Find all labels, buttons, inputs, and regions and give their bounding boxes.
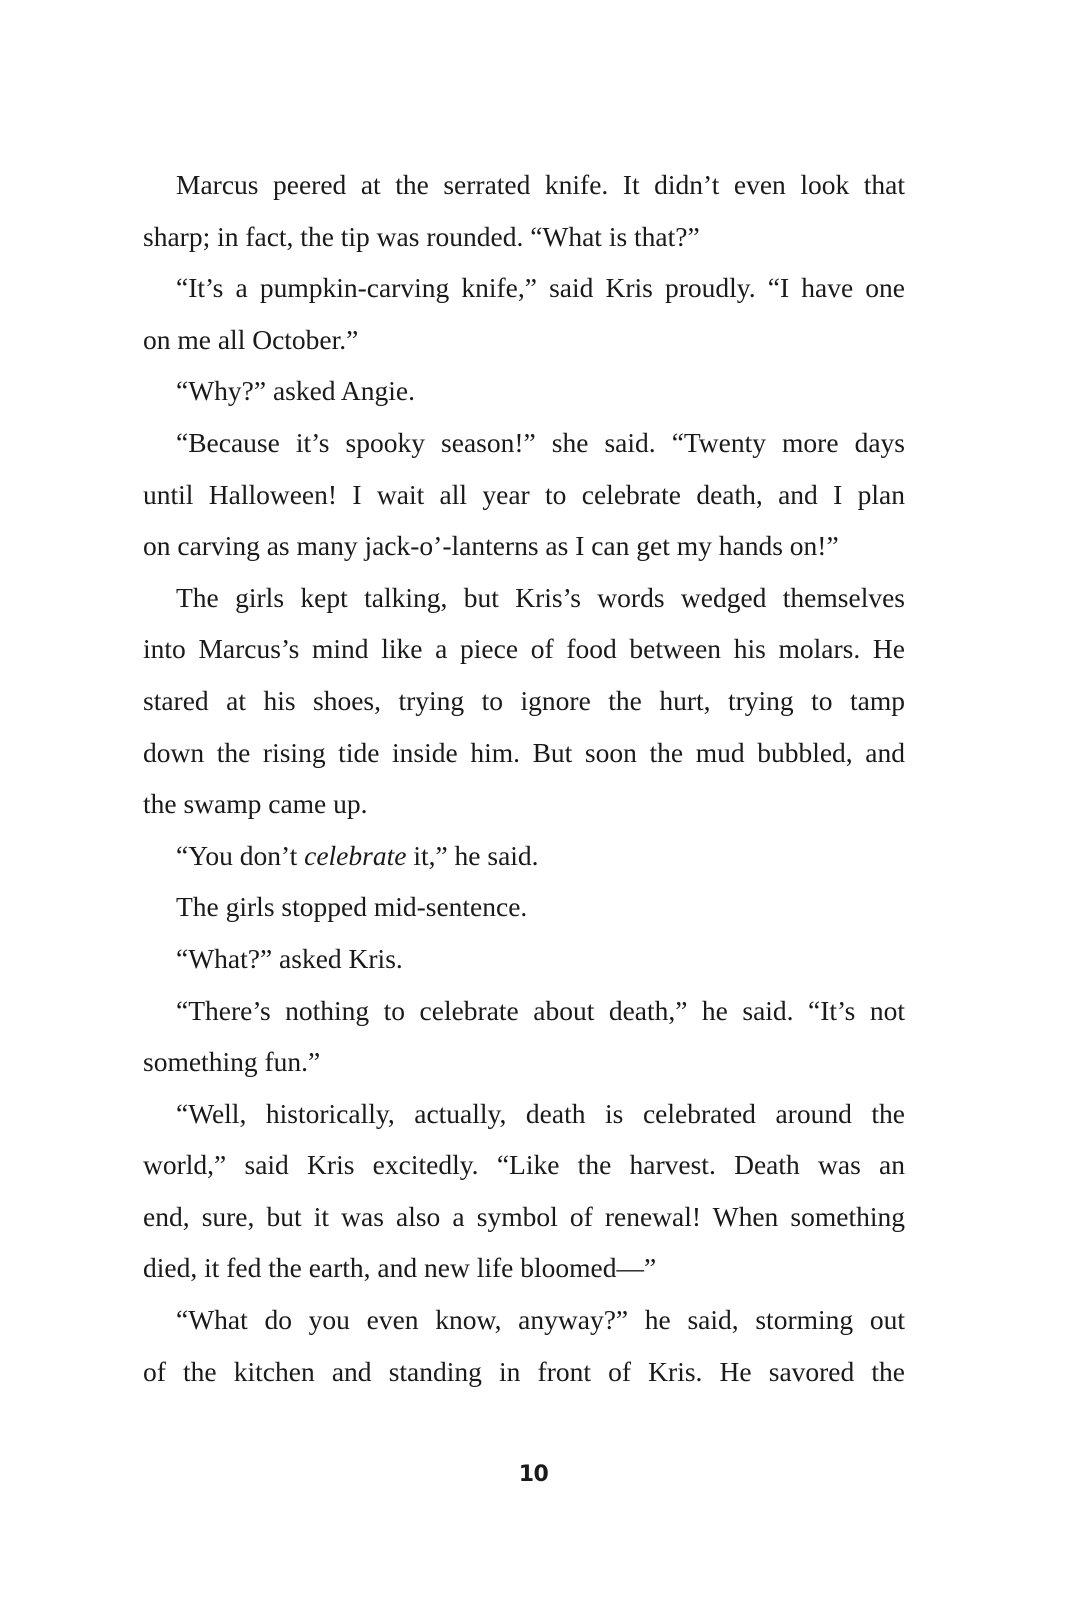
text-line: [143, 1346, 905, 1398]
line-text: “What?” asked Kris.: [176, 942, 403, 974]
text-line: [143, 469, 905, 521]
text-line: [143, 365, 905, 417]
line-text: died, it fed the earth, and new life bloomed—”: [143, 1252, 657, 1284]
line-text: world,” said Kris excitedly. “Like the harvest. Death was an: [143, 1149, 905, 1181]
line-text: “Well, historically, actually, death is celebrated around the: [176, 1097, 905, 1129]
line-text: The girls stopped mid-sentence.: [176, 891, 528, 923]
text-line: [143, 778, 905, 830]
text-line: [143, 1139, 905, 1191]
line-text: sharp; in fact, the tip was rounded. “What is that?”: [143, 220, 700, 252]
line-text: Marcus peered at the serrated knife. It didn’t even look that: [176, 169, 905, 200]
body-text: [143, 159, 905, 1397]
line-text: The girls kept talking, but Kris’s words wedged themselves: [176, 581, 905, 613]
line-text: of the kitchen and standing in front of Kris. He savored the: [143, 1355, 905, 1387]
text-line: [143, 520, 905, 572]
line-text: until Halloween! I wait all year to celebrate death, and I plan: [143, 478, 905, 510]
text-line: [143, 675, 905, 727]
text-line: [143, 417, 905, 469]
text-line: [143, 727, 905, 779]
line-text: “You don’t: [176, 839, 305, 871]
text-line: [143, 262, 905, 314]
line-text: down the rising tide inside him. But soon the mud bubbled, and: [143, 736, 905, 768]
text-line: [143, 314, 905, 366]
text-line: [143, 1294, 905, 1346]
line-text: on me all October.”: [143, 323, 359, 355]
text-line: [143, 1036, 905, 1088]
text-line: [143, 1088, 905, 1140]
line-text: end, sure, but it was also a symbol of renewal! When something: [143, 1200, 905, 1232]
text-line: [143, 159, 905, 211]
line-text: “What do you even know, anyway?” he said, storming out: [176, 1304, 905, 1336]
line-text: it,” he said.: [406, 839, 539, 871]
text-line: [143, 881, 905, 933]
line-text: stared at his shoes, trying to ignore the hurt, trying to tamp: [143, 684, 905, 716]
text-line: [143, 985, 905, 1037]
text-line: [143, 623, 905, 675]
text-line: [143, 933, 905, 985]
line-text: on carving as many jack-o’-lanterns as I can get my hands on!”: [143, 530, 839, 562]
line-text: something fun.”: [143, 1046, 321, 1078]
line-text: “It’s a pumpkin-carving knife,” said Kris proudly. “I have one: [176, 272, 905, 304]
text-line: [143, 211, 905, 263]
line-text: “Because it’s spooky season!” she said. “Twenty more days: [176, 426, 905, 458]
italic-text: celebrate: [304, 839, 407, 871]
text-line: [143, 1191, 905, 1243]
line-text: “There’s nothing to celebrate about death,” he said. “It’s not: [176, 994, 905, 1026]
page-number: 10: [518, 1462, 549, 1487]
text-line: [143, 572, 905, 624]
text-line: [143, 1242, 905, 1294]
text-line: [143, 830, 905, 882]
line-text: “Why?” asked Angie.: [176, 375, 416, 407]
line-text: the swamp came up.: [143, 788, 368, 820]
line-text: into Marcus’s mind like a piece of food between his molars. He: [143, 633, 905, 665]
